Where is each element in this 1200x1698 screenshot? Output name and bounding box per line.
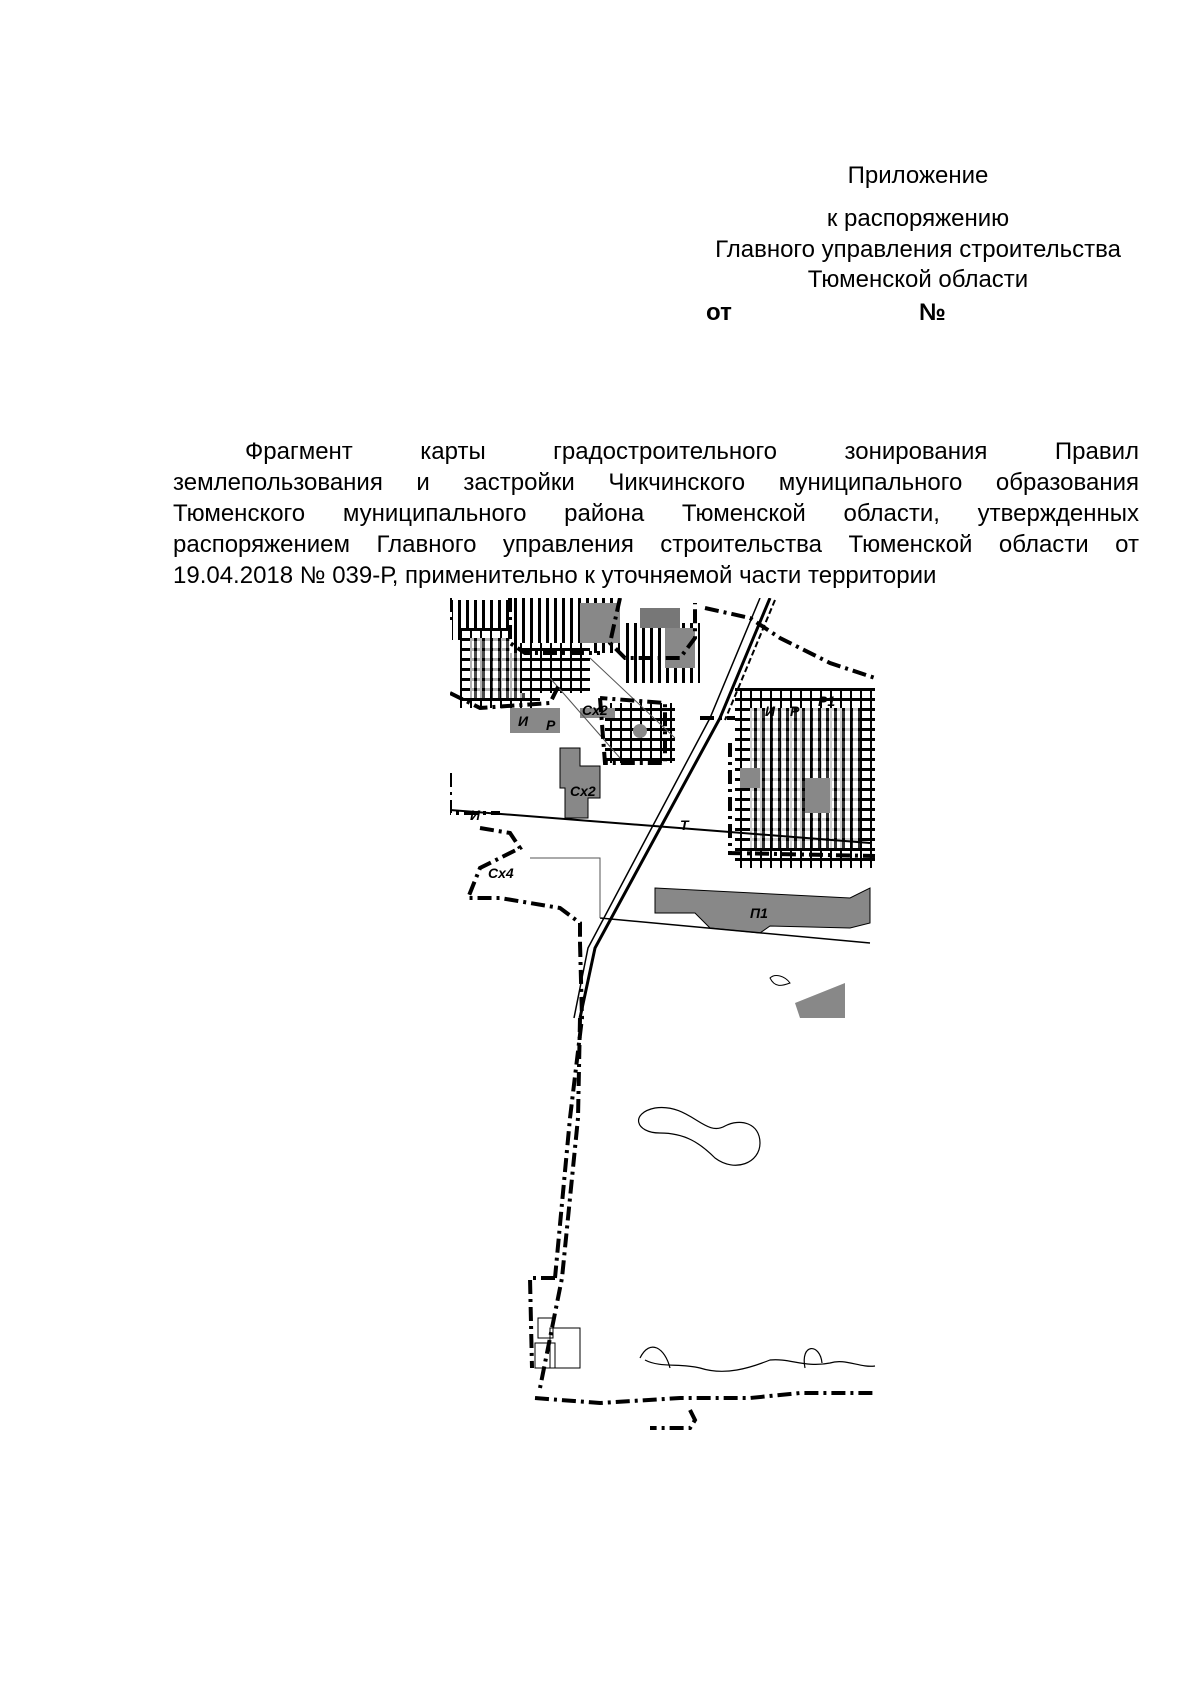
date-label: от	[706, 299, 732, 326]
paragraph-line: Фрагмент карты градостроительного зонирования Правил	[245, 438, 1139, 465]
zone-label: И	[518, 713, 529, 729]
appendix-subtitle: к распоряжению	[826, 205, 1010, 232]
zone-label: Р1	[818, 693, 836, 709]
zone-label: Сх4	[488, 865, 514, 881]
paragraph-line: землепользования и застройки Чикчинского муниципального образования	[173, 469, 1139, 496]
zone-label: Сх2	[582, 702, 608, 718]
zone-fragment	[795, 983, 845, 1018]
zoning-map	[450, 598, 880, 1518]
issuing-region: Тюменской области	[807, 266, 1029, 293]
shoreline	[645, 1360, 875, 1372]
zone-label: Р	[546, 717, 556, 733]
zone-label: И	[765, 703, 776, 719]
paragraph-line: Тюменского муниципального района Тюменской области, утвержденных	[173, 500, 1139, 527]
residential-blocks	[452, 598, 700, 763]
paragraph-line: 19.04.2018 № 039-Р, применительно к уточняемой части территории	[173, 562, 937, 589]
description-paragraph	[173, 436, 1139, 591]
zone-label: П1	[750, 905, 768, 921]
zone-label: Р	[790, 703, 800, 719]
appendix-title: Приложение	[847, 162, 989, 189]
zone-label: И	[470, 807, 481, 823]
number-label: №	[919, 299, 946, 326]
issuing-authority: Главного управления строительства	[715, 236, 1121, 263]
zone-label: Т	[680, 817, 689, 833]
zone-label: Сх2	[570, 783, 596, 799]
paragraph-line: распоряжением Главного управления строительства Тюменской области от	[173, 531, 1139, 558]
pond	[639, 1108, 760, 1166]
